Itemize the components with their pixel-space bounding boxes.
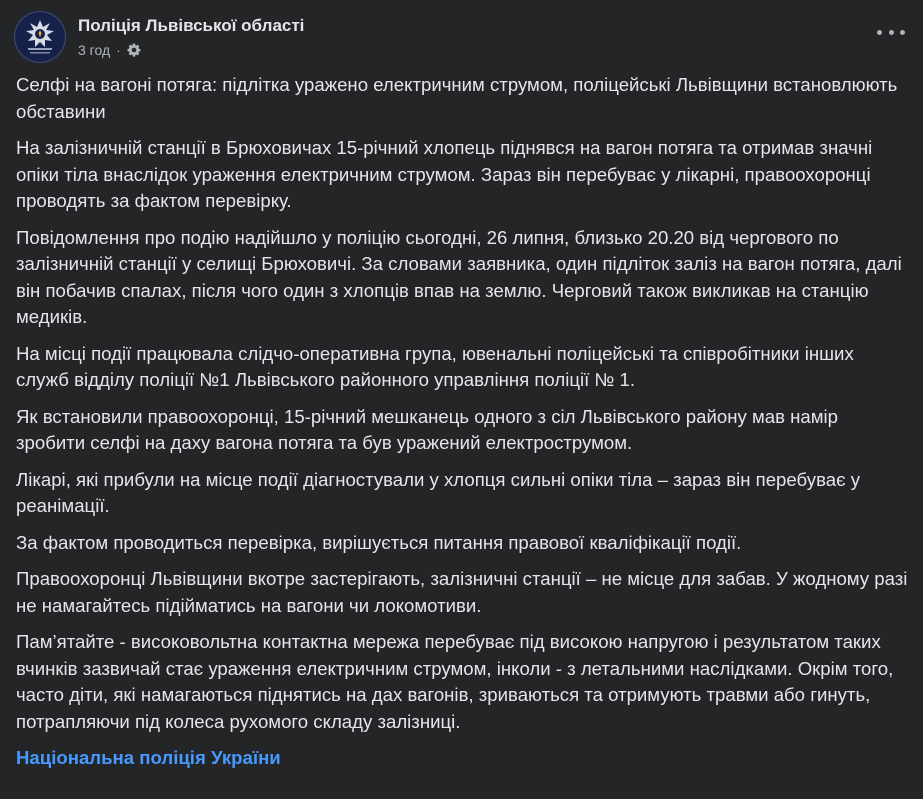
post-header [14, 11, 304, 63]
menu-dot [877, 30, 882, 35]
menu-dot [889, 30, 894, 35]
more-horizontal-icon[interactable] [877, 22, 905, 42]
tagged-page-link[interactable]: Національна поліція України [16, 747, 281, 768]
post-body [16, 72, 908, 771]
post-paragraph: Повідомлення про подію надійшло у поліцію сьогодні, 26 липня, близько 20.20 від чергового по залізничній станції у селищі Брюховичі. За словами заявника, один підліток заліз на вагон потяга, далі він побачив спалах, після чого один з хлопців впав на землю. Черговий також викликав на станцію медиків. [16, 226, 902, 327]
post-paragraph: На місці події працювала слідчо-оперативна група, ювенальні поліцейські та співробітники інших служб відділу поліції №1 Львівського районного управління поліції № 1. [16, 342, 854, 390]
post-paragraph: За фактом проводиться перевірка, вирішується питання правової кваліфікації події. [16, 531, 742, 553]
post-paragraph: Правоохоронці Львівщини вкотре застерігають, залізничні станції – не місце для забав. У жодному разі не намагайтесь підійматись на вагони чи локомотиви. [16, 568, 908, 616]
post-headline: Селфі на вагоні потяга: підлітка уражено електричним струмом, поліцейські Львівщини встановлюють обставини [16, 74, 898, 122]
post-paragraph: Пам’ятайте - високовольтна контактна мережа перебуває під високою напругою і результатом таких вчинків зазвичай стає ураження електричним струмом, інколи - з летальними наслідками. Окрім того, часто діти, які намагаються піднятись на дах вагонів, зриваються та отримують травми або гинуть, потрапляючи під колеса рухомого складу залізниці. [16, 631, 894, 732]
post-timestamp[interactable]: 3 год [78, 42, 111, 58]
page-avatar[interactable] [14, 11, 66, 63]
post-meta [78, 15, 304, 59]
post-paragraph: Як встановили правоохоронці, 15-річний мешканець одного з сіл Львівського району мав намір зробити селфі на даху вагона потяга та був уражений електрострумом. [16, 405, 838, 453]
post-subline [78, 41, 304, 59]
separator-dot: · [116, 42, 121, 58]
page-name-link[interactable]: Поліція Львівської області [78, 16, 305, 35]
post-paragraph: Лікарі, які прибули на місце події діагностували у хлопця сильні опіки тіла – зараз він перебуває у реанімації. [16, 468, 861, 516]
menu-dot [900, 30, 905, 35]
gear-icon[interactable] [127, 43, 141, 57]
police-badge-icon [15, 12, 65, 62]
post-paragraph: На залізничній станції в Брюховичах 15-річний хлопець піднявся на вагон потяга та отримав значні опіки тіла внаслідок ураження електричним струмом. Зараз він перебуває у лікарні, правоохоронці проводять за фактом перевірку. [16, 137, 873, 211]
